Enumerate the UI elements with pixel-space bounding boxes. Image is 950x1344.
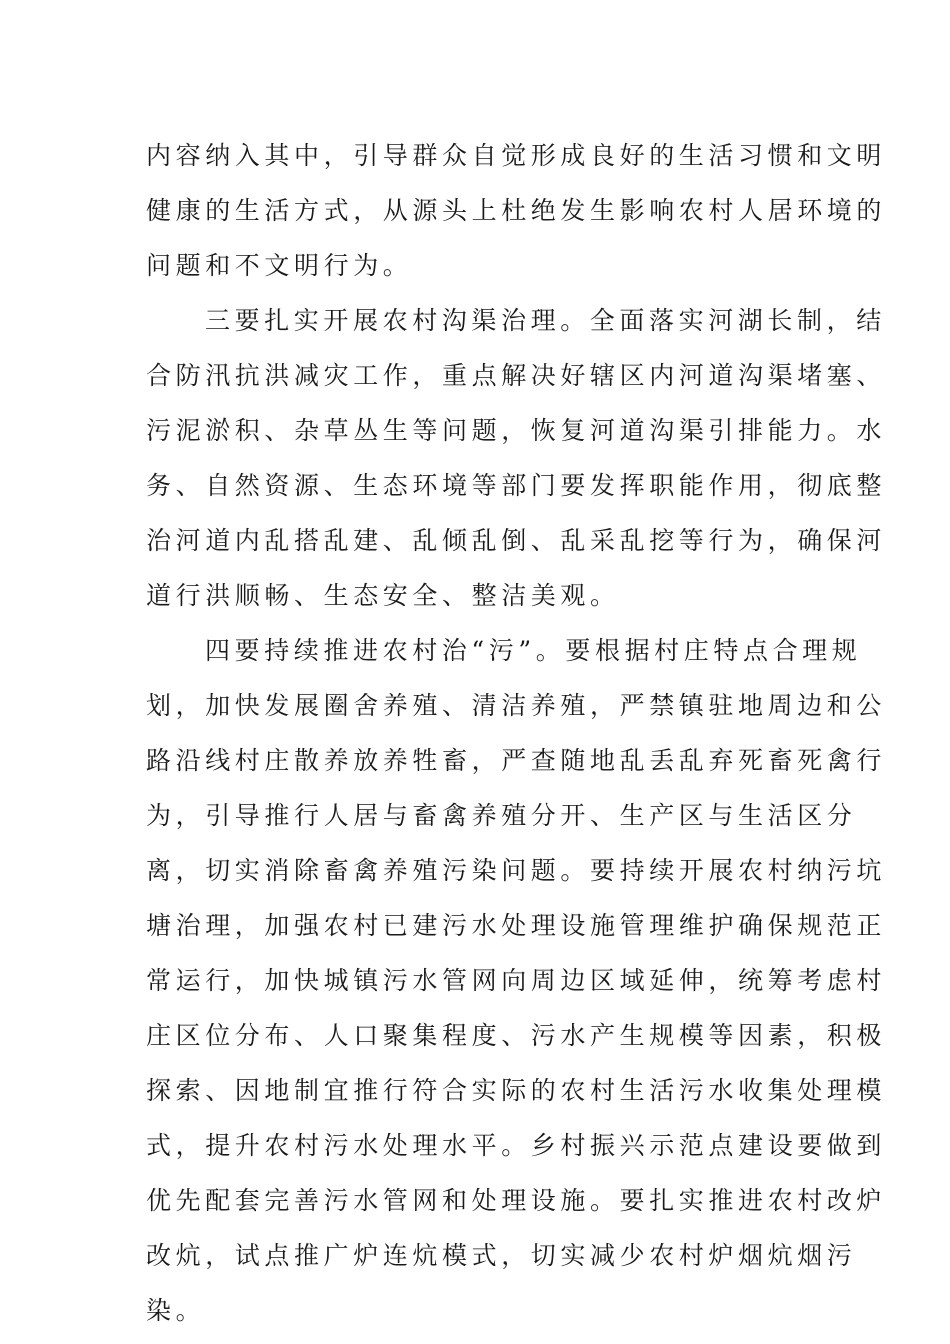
paragraph-line: 路沿线村庄散养放养牲畜，严查随地乱丢乱弃死畜死禽行: [146, 746, 887, 775]
paragraph-line: 治河道内乱搭乱建、乱倾乱倒、乱采乱挖等行为，确保河: [146, 526, 887, 555]
paragraph-line: 探索、因地制宜推行符合实际的农村生活污水收集处理模: [146, 1076, 887, 1105]
paragraph-line: 离，切实消除畜禽养殖污染问题。要持续开展农村纳污坑: [146, 856, 887, 885]
paragraph-line: 优先配套完善污水管网和处理设施。要扎实推进农村改炉: [146, 1186, 887, 1215]
paragraph-line: 污泥淤积、杂草丛生等问题，恢复河道沟渠引排能力。水: [146, 416, 887, 445]
paragraph-first-line: 四要持续推进农村治“污”。要根据村庄特点合理规: [205, 636, 862, 665]
paragraph-line: 常运行，加快城镇污水管网向周边区域延伸，统筹考虑村: [146, 966, 887, 995]
paragraph-first-line: 三要扎实开展农村沟渠治理。全面落实河湖长制，结: [205, 306, 886, 335]
paragraph-line: 染。: [146, 1296, 206, 1325]
paragraph-3: [146, 623, 887, 1338]
paragraph-line: 问题和不文明行为。: [146, 251, 413, 280]
document-body: [146, 128, 887, 1338]
paragraph-line: 为，引导推行人居与畜禽养殖分开、生产区与生活区分: [146, 801, 857, 830]
paragraph-line: 划，加快发展圈舍养殖、清洁养殖，严禁镇驻地周边和公: [146, 691, 887, 720]
paragraph-1: [146, 128, 887, 293]
paragraph-line: 式，提升农村污水处理水平。乡村振兴示范点建设要做到: [146, 1131, 887, 1160]
paragraph-line: 道行洪顺畅、生态安全、整洁美观。: [146, 581, 620, 610]
paragraph-line: 改炕，试点推广炉连炕模式，切实减少农村炉烟炕烟污: [146, 1241, 857, 1270]
paragraph-line: 健康的生活方式，从源头上杜绝发生影响农村人居环境的: [146, 196, 887, 225]
paragraph-line: 务、自然资源、生态环境等部门要发挥职能作用，彻底整: [146, 471, 887, 500]
paragraph-line: 内容纳入其中，引导群众自觉形成良好的生活习惯和文明: [146, 141, 887, 170]
paragraph-line: 塘治理，加强农村已建污水处理设施管理维护确保规范正: [146, 911, 887, 940]
paragraph-line: 庄区位分布、人口聚集程度、污水产生规模等因素，积极: [146, 1021, 887, 1050]
paragraph-2: [146, 293, 887, 623]
paragraph-line: 合防汛抗洪减灾工作，重点解决好辖区内河道沟渠堵塞、: [146, 361, 887, 390]
